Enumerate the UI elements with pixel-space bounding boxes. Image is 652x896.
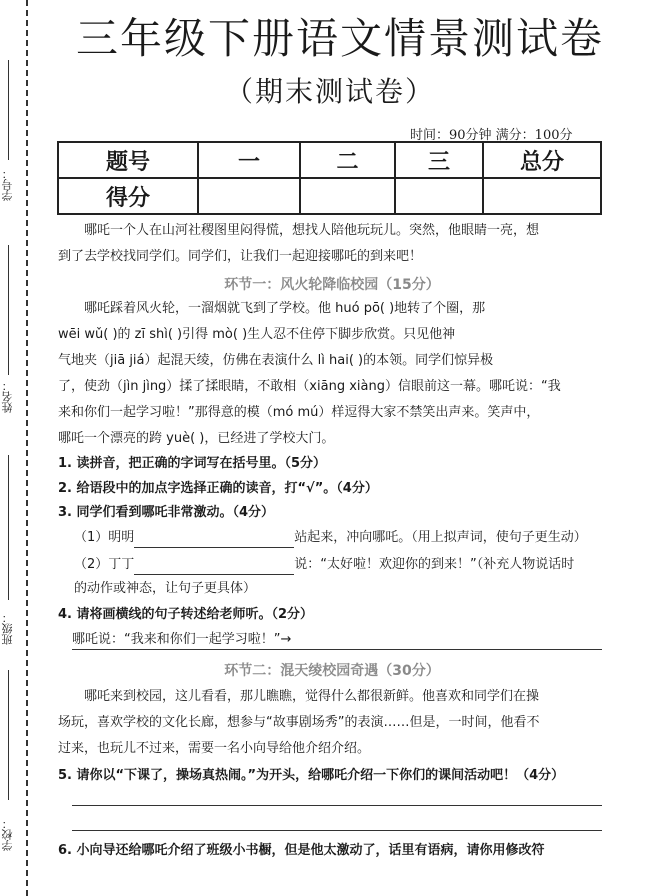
name-label: 姓名： — [1, 380, 14, 413]
section-2-title: 环节二：混天绫校园奇遇（30分） — [224, 663, 440, 679]
score-table-cell: 二 — [300, 142, 395, 178]
q3-1-prefix: （1）明明 — [74, 530, 135, 545]
score-table — [57, 141, 602, 215]
question-3-1 — [74, 528, 614, 548]
question-3-2-continued: 的动作或神态，让句子更具体） — [74, 581, 257, 596]
question-6: 6. 小向导还给哪吒介绍了班级小书橱，但是他太激动了，话里有语病，请你用修改符 — [58, 843, 545, 858]
q3-1-answer-blank[interactable] — [134, 531, 294, 548]
name-line[interactable] — [8, 245, 9, 375]
q4-answer-line[interactable] — [72, 649, 602, 650]
question-4-sentence: 哪吒说：“我来和你们一起学习啦！”→ — [72, 632, 292, 647]
score-table-cell: 题号 — [58, 142, 198, 178]
page-subtitle: （期末测试卷） — [224, 75, 435, 108]
q3-2-prefix: （2）丁丁 — [74, 557, 135, 572]
score-table-cell: 总分 — [483, 142, 601, 178]
score-table-cell: 得分 — [58, 178, 198, 214]
section-1-title: 环节一：风火轮降临校园（15分） — [224, 277, 440, 293]
passage-line: 气地夹（jiā jiá）起混天绫，仿佛在表演什么 lì hai( )的本领。同学们惊异极 — [58, 353, 494, 368]
score-input-cell[interactable] — [300, 178, 395, 214]
intro-line: 到了去学校找同学们。同学们，让我们一起迎接哪吒的到来吧！ — [58, 249, 423, 264]
intro-line: 哪吒一个人在山河社稷图里闷得慌，想找人陪他玩玩儿。突然，他眼睛一亮，想 — [84, 223, 540, 238]
passage-line: 了，使劲（jìn jìng）揉了揉眼睛，不敢相（xiāng xiàng）信眼前这一幕。哪吒说：“我 — [58, 379, 561, 394]
question-5: 5. 请你以“下课了，操场真热闹。”为开头，给哪吒介绍一下你们的课间活动吧！（4分） — [58, 768, 565, 783]
q3-1-suffix: 站起来，冲向哪吒。（用上拟声词，使句子更生动） — [294, 530, 587, 545]
q5-answer-line[interactable] — [72, 830, 602, 831]
question-2: 2. 给语段中的加点字选择正确的读音，打“√”。（4分） — [58, 481, 378, 496]
school-line[interactable] — [8, 670, 9, 800]
student-id-label: 学号： — [1, 168, 14, 201]
time-score-info: 时间：90分钟 满分：100分 — [410, 128, 573, 143]
passage-line: 哪吒来到校园，这儿看看，那儿瞧瞧，觉得什么都很新鲜。他喜欢和同学们在操 — [84, 689, 540, 704]
q3-2-answer-blank[interactable] — [134, 558, 294, 575]
page-title: 三年级下册语文情景测试卷 — [75, 14, 604, 63]
score-table-cell: 三 — [395, 142, 483, 178]
passage-line: 来和你们一起学习啦！”那得意的模（mó mú）样逗得大家不禁笑出声来。笑声中， — [58, 405, 540, 420]
student-id-line[interactable] — [8, 60, 9, 160]
passage-line: 哪吒踩着风火轮，一溜烟就飞到了学校。他 huó pō( )地转了个圈，那 — [84, 301, 486, 316]
binding-margin — [0, 0, 34, 896]
question-3: 3. 同学们看到哪吒非常激动。（4分） — [58, 505, 275, 520]
class-label: 班级： — [1, 612, 14, 645]
score-table-cell: 一 — [198, 142, 300, 178]
class-line[interactable] — [8, 455, 9, 600]
score-table-score-row — [58, 178, 601, 214]
cut-line — [26, 0, 28, 896]
passage-line: 哪吒一个漂亮的跨 yuè( )，已经进了学校大门。 — [58, 431, 335, 446]
passage-line: wēi wǔ( )的 zī shì( )引得 mò( )生人忍不住停下脚步欣赏。只见他神 — [58, 327, 456, 342]
q5-answer-line[interactable] — [72, 805, 602, 806]
question-3-2 — [74, 555, 614, 575]
question-1: 1. 读拼音，把正确的字词写在括号里。（5分） — [58, 456, 327, 471]
score-input-cell[interactable] — [395, 178, 483, 214]
question-4: 4. 请将画横线的句子转述给老师听。（2分） — [58, 607, 314, 622]
score-input-cell[interactable] — [483, 178, 601, 214]
score-input-cell[interactable] — [198, 178, 300, 214]
score-table-header-row — [58, 142, 601, 178]
passage-line: 过来，也玩儿不过来，需要一名小向导给他介绍介绍。 — [58, 741, 371, 756]
q3-2-suffix: 说：“太好啦！欢迎你的到来！”（补充人物说话时 — [294, 557, 575, 572]
school-label: 学校： — [1, 818, 14, 851]
passage-line: 场玩，喜欢学校的文化长廊，想参与“故事剧场秀”的表演……但是，一时间，他看不 — [58, 715, 540, 730]
